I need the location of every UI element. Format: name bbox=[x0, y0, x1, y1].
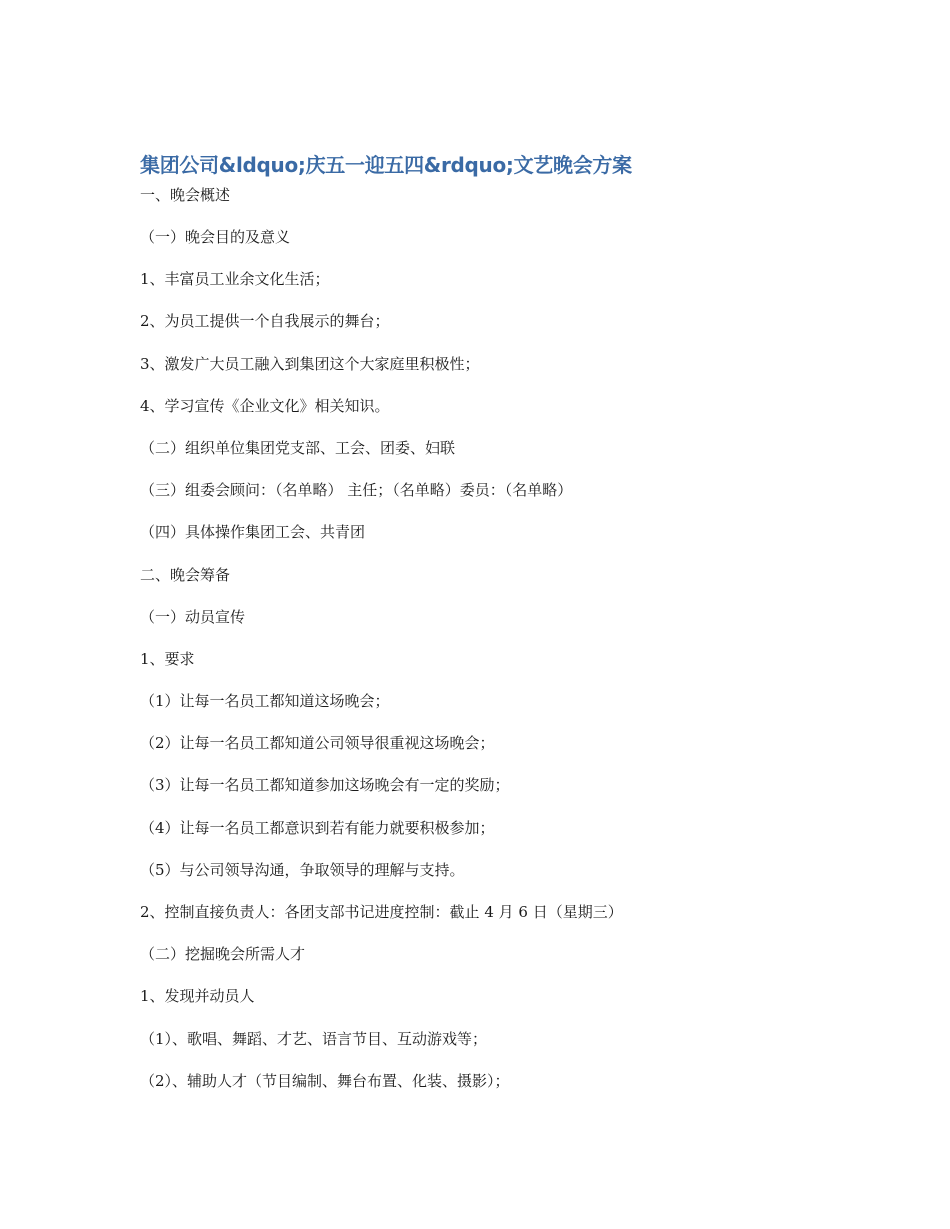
list-item: 3、激发广大员工融入到集团这个大家庭里积极性； bbox=[140, 354, 480, 373]
document-title: 集团公司&ldquo;庆五一迎五四&rdquo;文艺晚会方案 bbox=[140, 153, 632, 177]
list-subitem: （4）让每一名员工都意识到若有能力就要积极参加； bbox=[140, 818, 495, 837]
subsection-organizers: （二）组织单位集团党支部、工会、团委、妇联 bbox=[140, 438, 456, 457]
list-item: 1、丰富员工业余文化生活； bbox=[140, 270, 330, 289]
list-item: 2、为员工提供一个自我展示的舞台； bbox=[140, 312, 390, 331]
list-subitem: （2）让每一名员工都知道公司领导很重视这场晚会； bbox=[140, 734, 495, 753]
section-heading-preparation: 二、晚会筹备 bbox=[140, 565, 231, 584]
list-item-heading: 1、发现并动员人 bbox=[140, 987, 255, 1006]
subsection-committee: （三）组委会顾问：（名单略） 主任；（名单略）委员：（名单略） bbox=[140, 481, 573, 500]
list-item: 2、控制直接负责人：各团支部书记进度控制：截止 4 月 6 日（星期三） bbox=[140, 903, 623, 921]
subsection-heading-talent: （二）挖掘晚会所需人才 bbox=[140, 945, 306, 964]
list-subitem: （1）、歌唱、舞蹈、才艺、语言节目、互动游戏等； bbox=[140, 1029, 488, 1048]
list-subitem: （3）让每一名员工都知道参加这场晚会有一定的奖励； bbox=[140, 776, 510, 795]
list-item-heading: 1、要求 bbox=[140, 649, 195, 668]
list-subitem: （5）与公司领导沟通，争取领导的理解与支持。 bbox=[140, 860, 465, 879]
list-subitem: （2）、辅助人才（节目编制、舞台布置、化装、摄影）； bbox=[140, 1071, 510, 1090]
subsection-heading-mobilization: （一）动员宣传 bbox=[140, 607, 246, 626]
subsection-heading-purpose: （一）晚会目的及意义 bbox=[140, 228, 291, 246]
subsection-operators: （四）具体操作集团工会、共青团 bbox=[140, 523, 366, 542]
document-lines bbox=[140, 182, 840, 1110]
list-item: 4、学习宣传《企业文化》相关知识。 bbox=[140, 396, 390, 415]
list-subitem: （1）让每一名员工都知道这场晚会； bbox=[140, 692, 390, 711]
section-heading-overview: 一、晚会概述 bbox=[140, 186, 231, 204]
document-body bbox=[140, 148, 840, 1110]
